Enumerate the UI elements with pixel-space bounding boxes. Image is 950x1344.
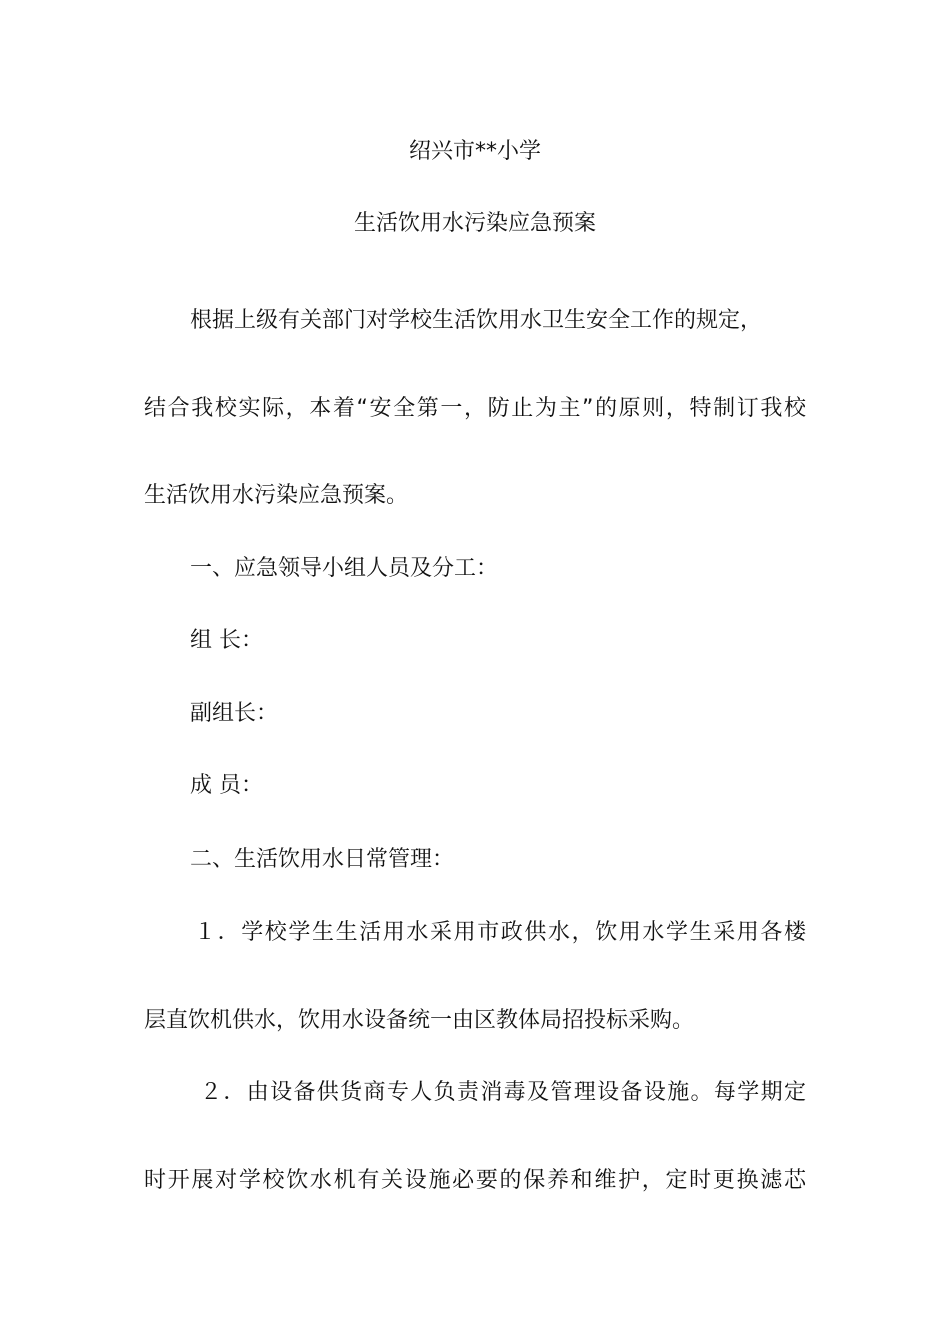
intro-line-2: 结合我校实际，本着“安全第一，防止为主”的原则，特制订我校 xyxy=(144,396,806,421)
leader-label: 组 长： xyxy=(190,628,263,653)
item2-line-2: 时开展对学校饮水机有关设施必要的保养和维护，定时更换滤芯 xyxy=(144,1168,806,1193)
document-title-plan: 生活饮用水污染应急预案 xyxy=(353,211,596,236)
document-title-school: 绍兴市**小学 xyxy=(408,139,541,164)
item1-line-2: 层直饮机供水，饮用水设备统一由区教体局招投标采购。 xyxy=(144,1008,695,1033)
intro-line-3: 生活饮用水污染应急预案。 xyxy=(144,483,409,508)
section1-heading: 一、应急领导小组人员及分工： xyxy=(190,556,499,581)
item1-line-1: １．学校学生生活用水采用市政供水，饮用水学生采用各楼 xyxy=(194,920,806,945)
deputy-label: 副组长： xyxy=(190,701,279,726)
members-label: 成 员： xyxy=(190,773,263,798)
section2-heading: 二、生活饮用水日常管理： xyxy=(190,847,455,872)
intro-line-1: 根据上级有关部门对学校生活饮用水卫生安全工作的规定， xyxy=(190,308,763,333)
item2-line-1: ２．由设备供货商专人负责消毒及管理设备设施。每学期定 xyxy=(200,1080,806,1105)
